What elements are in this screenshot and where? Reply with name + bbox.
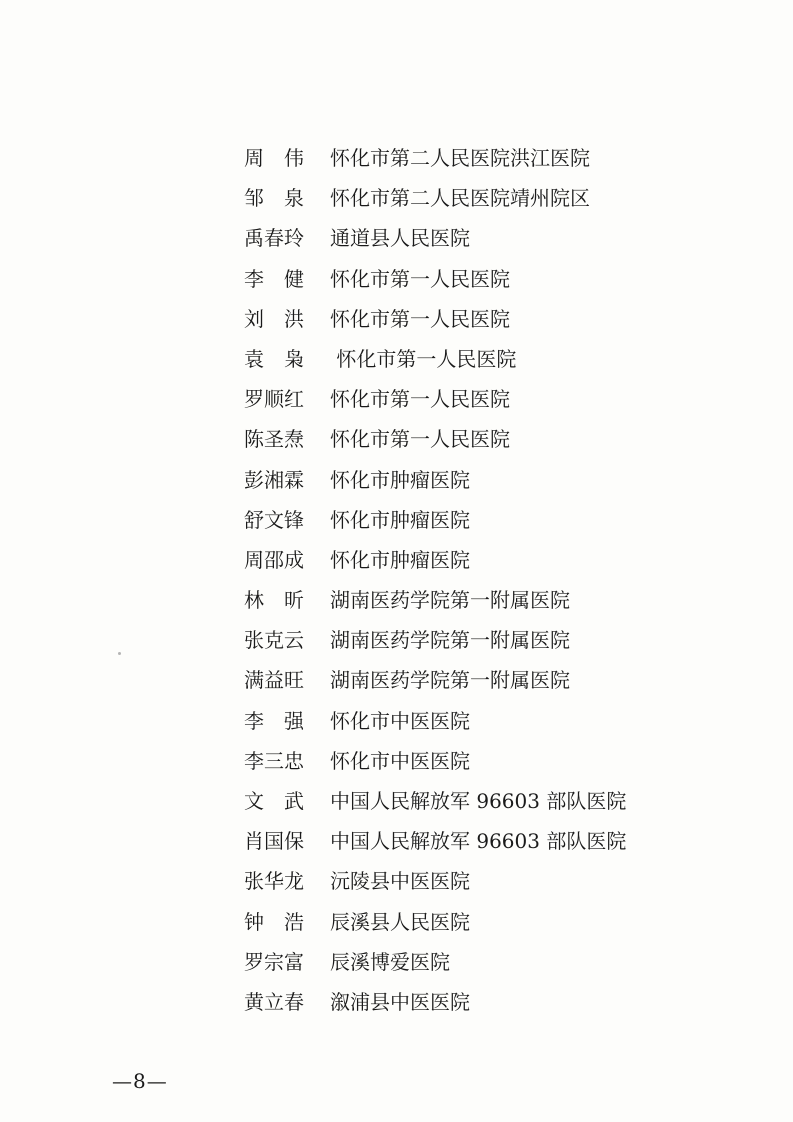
hospital-name: 溆浦县中医医院: [330, 989, 470, 1014]
person-name: 张华龙: [244, 869, 304, 894]
list-item: [244, 665, 664, 705]
hospital-name: 怀化市肿瘤医院: [330, 507, 470, 532]
list-item: [244, 545, 664, 585]
list-item: [244, 585, 664, 625]
hospital-name: 怀化市中医医院: [330, 748, 470, 773]
hospital-name: 怀化市第一人民医院: [330, 306, 510, 331]
hospital-name: 沅陵县中医医院: [330, 869, 470, 894]
hospital-name: 怀化市第二人民医院靖州院区: [330, 186, 590, 211]
hospital-name: 湖南医药学院第一附属医院: [330, 628, 570, 653]
person-name: 李 强: [244, 708, 304, 733]
list-item: [244, 223, 664, 263]
list-item: [244, 625, 664, 665]
personnel-list: [244, 143, 664, 1027]
person-name: 刘 洪: [244, 306, 304, 331]
person-name: 彭湘霖: [244, 467, 304, 492]
person-name: 禹春玲: [244, 226, 304, 251]
list-item: [244, 264, 664, 304]
person-name: 舒文锋: [244, 507, 304, 532]
list-item: [244, 907, 664, 947]
list-item: [244, 866, 664, 906]
person-name: 陈圣焘: [244, 427, 304, 452]
page-number: —8—: [112, 1069, 168, 1093]
list-item: [244, 465, 664, 505]
hospital-name: 怀化市第一人民医院: [330, 346, 517, 371]
hospital-name: 辰溪博爱医院: [330, 949, 450, 974]
hospital-name: 中国人民解放军 96603 部队医院: [330, 789, 627, 813]
list-item: [244, 947, 664, 987]
hospital-name: 怀化市第一人民医院: [330, 266, 510, 291]
list-item: [244, 143, 664, 183]
person-name: 钟 浩: [244, 909, 304, 934]
list-item: [244, 826, 664, 866]
list-item: [244, 987, 664, 1027]
hospital-name: 中国人民解放军 96603 部队医院: [330, 829, 627, 854]
person-name: 满益旺: [244, 668, 304, 693]
list-item: [244, 384, 664, 424]
person-name: 林 昕: [244, 588, 304, 613]
person-name: 罗顺红: [244, 387, 304, 412]
person-name: 文 武: [244, 789, 304, 813]
person-name: 周 伟: [244, 146, 304, 170]
hospital-name: 怀化市肿瘤医院: [330, 467, 470, 492]
list-item: [244, 786, 664, 826]
hospital-name: 湖南医药学院第一附属医院: [330, 588, 570, 613]
person-name: 邹 泉: [244, 186, 304, 211]
scan-speck: [118, 652, 121, 655]
list-item: [244, 706, 664, 746]
hospital-name: 怀化市第一人民医院: [330, 387, 510, 412]
person-name: 周邵成: [244, 547, 304, 572]
person-name: 张克云: [244, 628, 304, 653]
hospital-name: 怀化市肿瘤医院: [330, 547, 470, 572]
person-name: 黄立春: [244, 989, 304, 1014]
list-item: [244, 746, 664, 786]
person-name: 李 健: [244, 266, 304, 291]
hospital-name: 怀化市中医医院: [330, 708, 470, 733]
person-name: 袁 枭: [244, 346, 304, 371]
person-name: 李三忠: [244, 748, 304, 773]
list-item: [244, 344, 664, 384]
person-name: 罗宗富: [244, 949, 304, 974]
list-item: [244, 424, 664, 464]
hospital-name: 怀化市第二人民医院洪江医院: [330, 146, 590, 170]
person-name: 肖国保: [244, 829, 304, 854]
hospital-name: 怀化市第一人民医院: [330, 427, 510, 452]
hospital-name: 通道县人民医院: [330, 226, 470, 251]
list-item: [244, 304, 664, 344]
list-item: [244, 183, 664, 223]
list-item: [244, 505, 664, 545]
hospital-name: 辰溪县人民医院: [330, 909, 470, 934]
hospital-name: 湖南医药学院第一附属医院: [330, 668, 570, 693]
